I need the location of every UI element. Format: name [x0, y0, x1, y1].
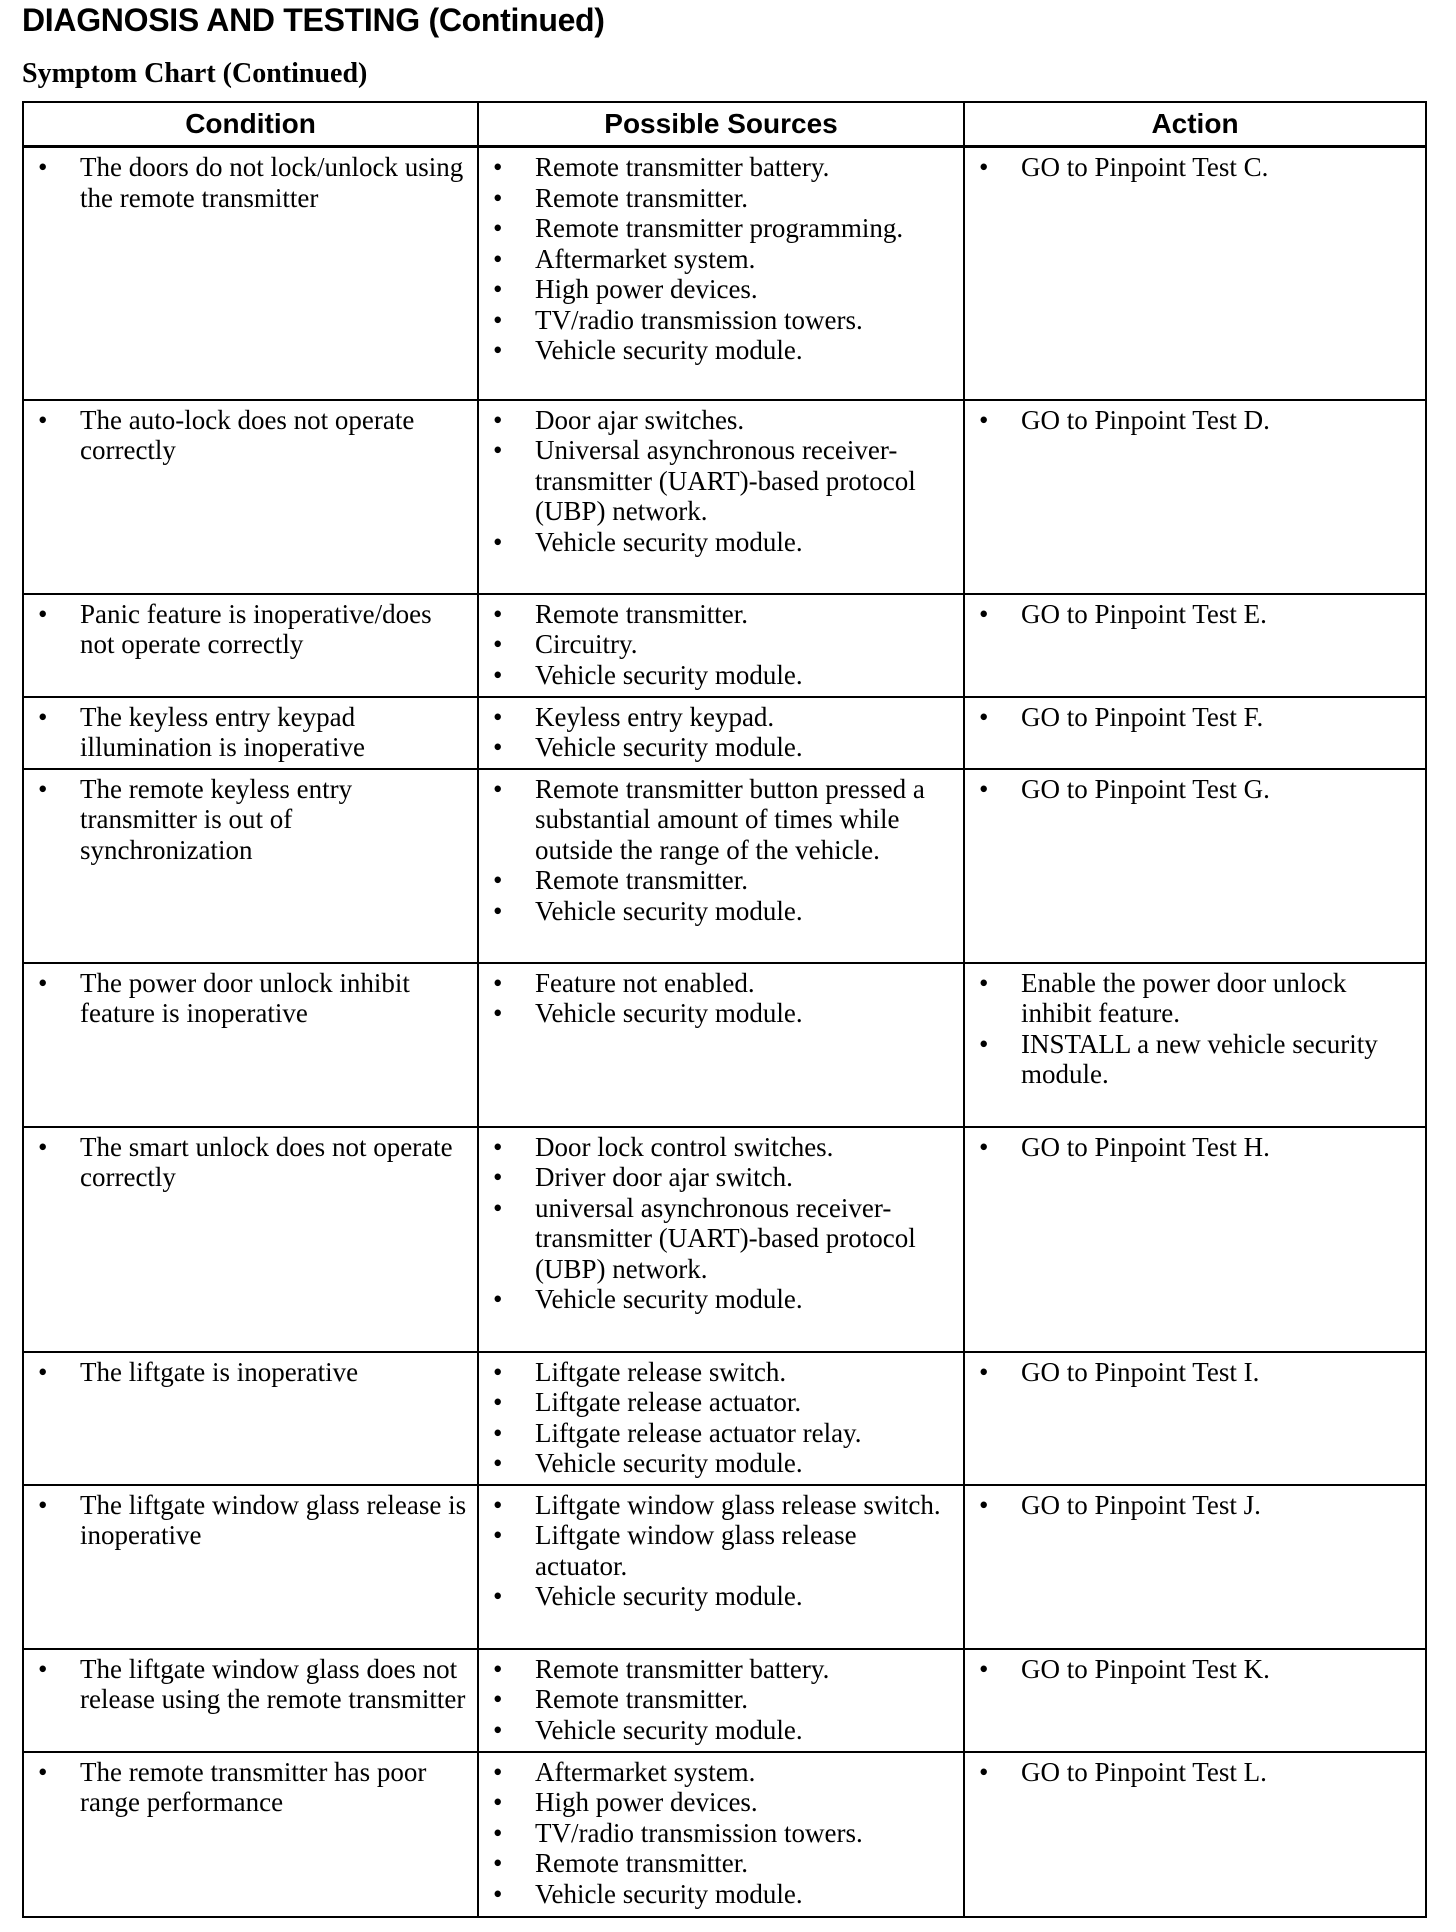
bullet-list — [487, 1490, 955, 1612]
list-item: • Liftgate release switch. — [487, 1357, 955, 1388]
list-item: • GO to Pinpoint Test I. — [973, 1357, 1417, 1388]
bullet-list — [32, 774, 469, 866]
list-item: • Keyless entry keypad. — [487, 702, 955, 733]
bullet-list — [487, 1132, 955, 1315]
bullet-list — [973, 1132, 1417, 1163]
bullet-list — [32, 1132, 469, 1193]
list-item: • Liftgate release actuator relay. — [487, 1418, 955, 1449]
list-item: • Remote transmitter battery. — [487, 152, 955, 183]
list-item: • The doors do not lock/unlock using the remote transmitter — [32, 152, 469, 213]
action-cell — [964, 769, 1426, 963]
bullet-list — [32, 968, 469, 1029]
list-item: • GO to Pinpoint Test L. — [973, 1757, 1417, 1788]
list-item: • Aftermarket system. — [487, 244, 955, 275]
bullet-list — [973, 1654, 1417, 1685]
list-item: • The liftgate window glass does not release using the remote transmitter — [32, 1654, 469, 1715]
table-row — [23, 1352, 1426, 1485]
bullet-list — [973, 968, 1417, 1090]
list-item: • Vehicle security module. — [487, 732, 955, 763]
bullet-list — [487, 405, 955, 558]
possible-sources-cell — [478, 1127, 964, 1352]
list-item: • High power devices. — [487, 274, 955, 305]
list-item: • The remote transmitter has poor range performance — [32, 1757, 469, 1818]
list-item: • Liftgate release actuator. — [487, 1387, 955, 1418]
condition-cell — [23, 1649, 478, 1752]
possible-sources-cell — [478, 1752, 964, 1917]
table-row — [23, 1127, 1426, 1352]
list-item: • INSTALL a new vehicle security module. — [973, 1029, 1417, 1090]
list-item: • GO to Pinpoint Test K. — [973, 1654, 1417, 1685]
possible-sources-cell — [478, 147, 964, 400]
bullet-list — [973, 599, 1417, 630]
bullet-list — [973, 774, 1417, 805]
list-item: • The auto-lock does not operate correctly — [32, 405, 469, 466]
column-header-possible-sources: Possible Sources — [478, 102, 964, 147]
list-item: • Remote transmitter. — [487, 599, 955, 630]
table-row — [23, 147, 1426, 400]
list-item: • Remote transmitter. — [487, 183, 955, 214]
list-item: • Circuitry. — [487, 629, 955, 660]
list-item: • Vehicle security module. — [487, 896, 955, 927]
bullet-list — [487, 1757, 955, 1910]
bullet-list — [487, 1357, 955, 1479]
list-item: • Vehicle security module. — [487, 1284, 955, 1315]
bullet-list — [487, 1654, 955, 1746]
action-cell — [964, 1752, 1426, 1917]
table-row — [23, 769, 1426, 963]
bullet-list — [32, 152, 469, 213]
possible-sources-cell — [478, 697, 964, 769]
list-item: • Remote transmitter. — [487, 865, 955, 896]
bullet-list — [32, 1654, 469, 1715]
bullet-list — [973, 702, 1417, 733]
bullet-list — [32, 1757, 469, 1818]
list-item: • The power door unlock inhibit feature is inoperative — [32, 968, 469, 1029]
action-cell — [964, 1127, 1426, 1352]
action-cell — [964, 963, 1426, 1127]
bullet-list — [32, 1490, 469, 1551]
bullet-list — [973, 1357, 1417, 1388]
condition-cell — [23, 400, 478, 594]
bullet-list — [487, 702, 955, 763]
action-cell — [964, 1352, 1426, 1485]
possible-sources-cell — [478, 1649, 964, 1752]
bullet-list — [32, 599, 469, 660]
list-item: • Driver door ajar switch. — [487, 1162, 955, 1193]
bullet-list — [973, 152, 1417, 183]
bullet-list — [973, 1490, 1417, 1521]
condition-cell — [23, 1352, 478, 1485]
list-item: • Door lock control switches. — [487, 1132, 955, 1163]
condition-cell — [23, 769, 478, 963]
list-item: • GO to Pinpoint Test C. — [973, 152, 1417, 183]
list-item: • The liftgate window glass release is inoperative — [32, 1490, 469, 1551]
table-row — [23, 963, 1426, 1127]
action-cell — [964, 1649, 1426, 1752]
list-item: • Panic feature is inoperative/does not operate correctly — [32, 599, 469, 660]
possible-sources-cell — [478, 963, 964, 1127]
column-header-action: Action — [964, 102, 1426, 147]
section-title: DIAGNOSIS AND TESTING (Continued) — [22, 2, 605, 38]
list-item: • The remote keyless entry transmitter is out of synchronization — [32, 774, 469, 866]
list-item: • The keyless entry keypad illumination is inoperative — [32, 702, 469, 763]
list-item: • Aftermarket system. — [487, 1757, 955, 1788]
list-item: • High power devices. — [487, 1787, 955, 1818]
bullet-list — [973, 405, 1417, 436]
list-item: • GO to Pinpoint Test F. — [973, 702, 1417, 733]
bullet-list — [487, 599, 955, 691]
list-item: • TV/radio transmission towers. — [487, 305, 955, 336]
list-item: • The liftgate is inoperative — [32, 1357, 469, 1388]
condition-cell — [23, 1127, 478, 1352]
table-row — [23, 1752, 1426, 1917]
condition-cell — [23, 963, 478, 1127]
condition-cell — [23, 594, 478, 697]
list-item: • Vehicle security module. — [487, 1715, 955, 1746]
table-row — [23, 594, 1426, 697]
list-item: • GO to Pinpoint Test E. — [973, 599, 1417, 630]
table-body — [23, 147, 1426, 1917]
bullet-list — [973, 1757, 1417, 1788]
list-item: • Liftgate window glass release actuator. — [487, 1520, 955, 1581]
list-item: • The smart unlock does not operate correctly — [32, 1132, 469, 1193]
chart-subtitle: Symptom Chart (Continued) — [22, 58, 368, 89]
condition-cell — [23, 697, 478, 769]
table-row — [23, 1649, 1426, 1752]
possible-sources-cell — [478, 769, 964, 963]
bullet-list — [487, 774, 955, 927]
list-item: • Remote transmitter. — [487, 1684, 955, 1715]
table-row — [23, 400, 1426, 594]
list-item: • Vehicle security module. — [487, 335, 955, 366]
list-item: • Remote transmitter battery. — [487, 1654, 955, 1685]
list-item: • Vehicle security module. — [487, 998, 955, 1029]
table-row — [23, 1485, 1426, 1649]
list-item: • Universal asynchronous receiver-transmitter (UART)-based protocol (UBP) network. — [487, 435, 955, 527]
table-row — [23, 697, 1426, 769]
list-item: • Vehicle security module. — [487, 1448, 955, 1479]
list-item: • Remote transmitter button pressed a substantial amount of times while outside the range of the vehicle. — [487, 774, 955, 866]
possible-sources-cell — [478, 1485, 964, 1649]
list-item: • Vehicle security module. — [487, 1879, 955, 1910]
symptom-chart-table — [22, 101, 1427, 1918]
list-item: • Remote transmitter. — [487, 1848, 955, 1879]
condition-cell — [23, 1752, 478, 1917]
action-cell — [964, 1485, 1426, 1649]
column-header-condition: Condition — [23, 102, 478, 147]
list-item: • Vehicle security module. — [487, 660, 955, 691]
action-cell — [964, 697, 1426, 769]
bullet-list — [32, 405, 469, 466]
list-item: • GO to Pinpoint Test G. — [973, 774, 1417, 805]
list-item: • GO to Pinpoint Test D. — [973, 405, 1417, 436]
list-item: • universal asynchronous receiver-transmitter (UART)-based protocol (UBP) network. — [487, 1193, 955, 1285]
list-item: • Vehicle security module. — [487, 527, 955, 558]
list-item: • Remote transmitter programming. — [487, 213, 955, 244]
action-cell — [964, 147, 1426, 400]
condition-cell — [23, 1485, 478, 1649]
list-item: • TV/radio transmission towers. — [487, 1818, 955, 1849]
list-item: • GO to Pinpoint Test H. — [973, 1132, 1417, 1163]
bullet-list — [487, 968, 955, 1029]
bullet-list — [32, 1357, 469, 1388]
list-item: • Enable the power door unlock inhibit feature. — [973, 968, 1417, 1029]
bullet-list — [32, 702, 469, 763]
condition-cell — [23, 147, 478, 400]
action-cell — [964, 594, 1426, 697]
list-item: • Feature not enabled. — [487, 968, 955, 999]
list-item: • Liftgate window glass release switch. — [487, 1490, 955, 1521]
list-item: • Vehicle security module. — [487, 1581, 955, 1612]
bullet-list — [487, 152, 955, 366]
possible-sources-cell — [478, 594, 964, 697]
list-item: • GO to Pinpoint Test J. — [973, 1490, 1417, 1521]
table-header-row — [23, 102, 1426, 147]
possible-sources-cell — [478, 1352, 964, 1485]
action-cell — [964, 400, 1426, 594]
list-item: • Door ajar switches. — [487, 405, 955, 436]
possible-sources-cell — [478, 400, 964, 594]
